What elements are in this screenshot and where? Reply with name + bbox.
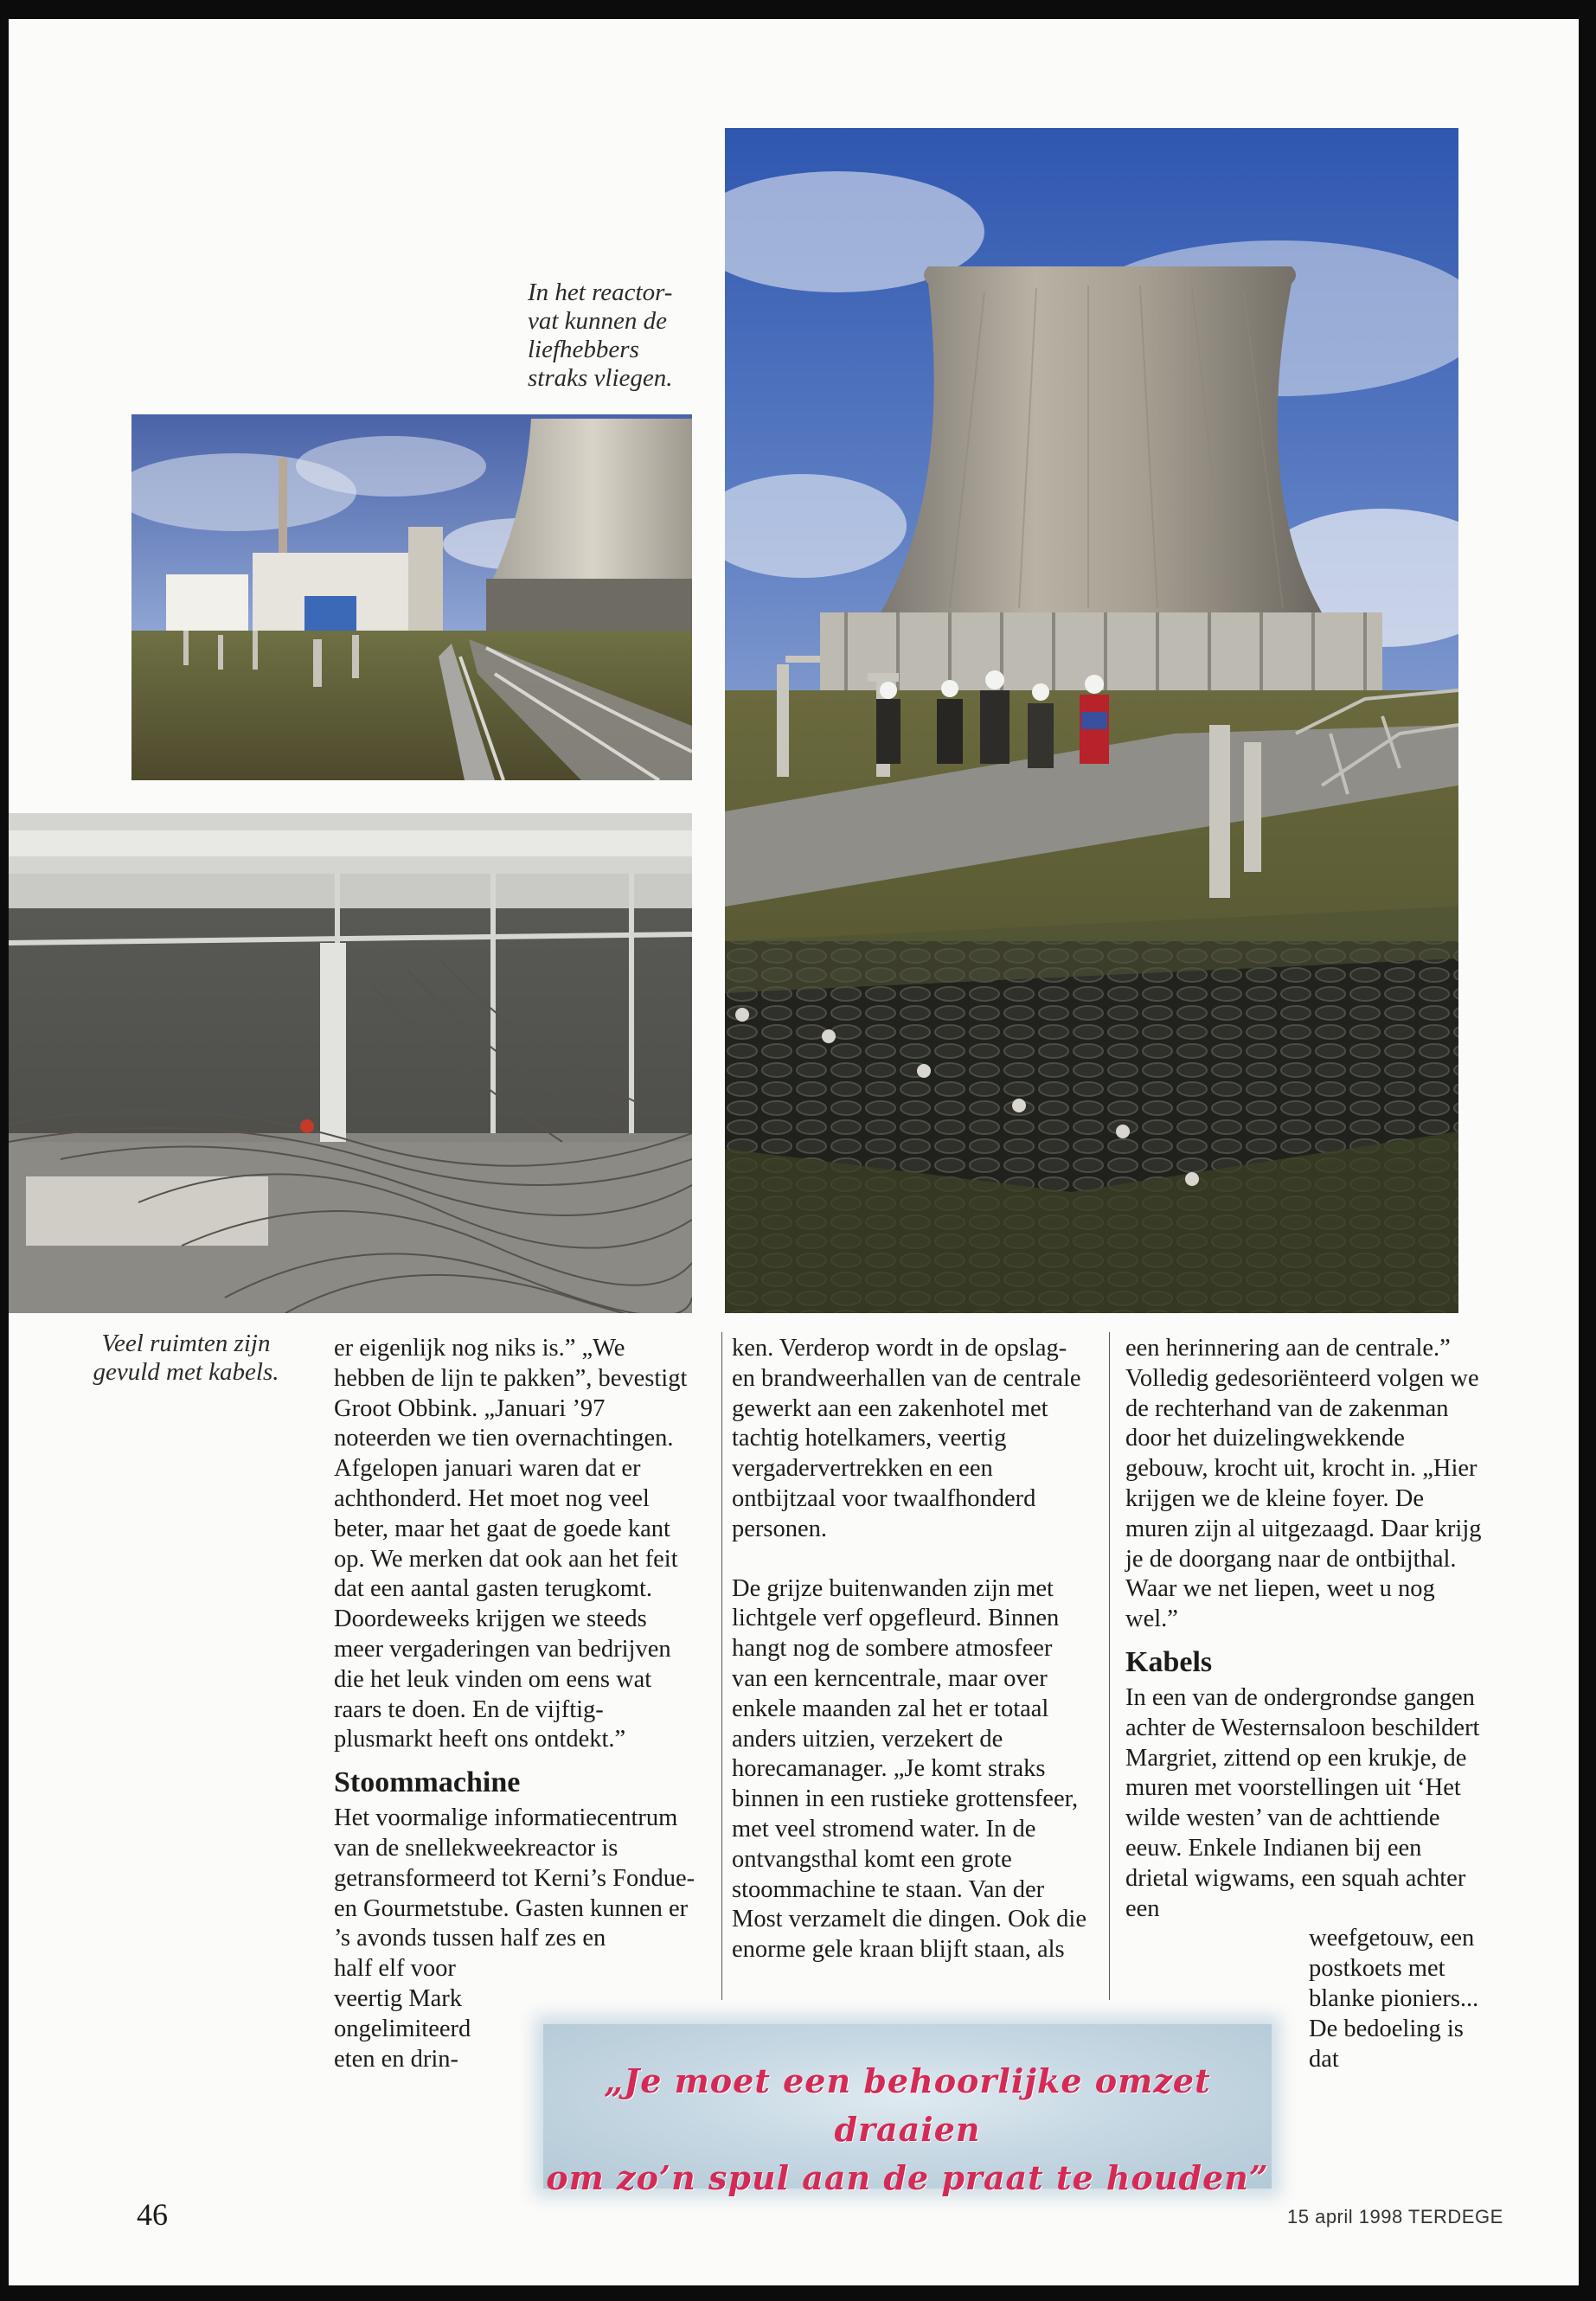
subheading-stoommachine: Stoommachine bbox=[334, 1766, 521, 1799]
column1-paragraph-2: Het voormalige informatiecentrum van de snellekweekreactor is getransformeerd tot Kerni’s Fondue- en Gourmetstube. Gasten kunnen er ’s avonds tussen half zes en bbox=[334, 1804, 695, 1952]
cable-room-image bbox=[9, 813, 692, 1313]
photo-cable-room bbox=[9, 813, 692, 1313]
column3-paragraph-1: een herinnering aan de centrale.” bbox=[1125, 1335, 1451, 1362]
column3-paragraph-3: In een van de ondergrondse gangen achter de Westernsaloon beschildert Margriet, zittend op een krukje, de muren met voorstellingen uit ‘Het wilde westen’ van de achttiende eeuw. Enkele Indianen bij een drietal wigwams, een squah achter een bbox=[1125, 1683, 1480, 1922]
pull-quote bbox=[543, 2024, 1272, 2197]
page-number: 46 bbox=[137, 2197, 168, 2232]
article-column-3 bbox=[1125, 1334, 1482, 2074]
photo-plant-exterior bbox=[131, 414, 692, 780]
column-rule-2 bbox=[1109, 1332, 1110, 2000]
column3-paragraph-2: Volledig gedesoriënteerd volgen we de rechterhand van de zakenman door het duizelingwekkende gebouw, krocht uit, krocht in. „Hier krijgen we de kleine foyer. De muren zijn al uitgezaagd. Daar krijg je de doorgang naar de ontbijthal. Waar we net liepen, weet u nog wel.” bbox=[1125, 1364, 1482, 1633]
plant-exterior-image bbox=[131, 414, 692, 780]
subheading-kabels: Kabels bbox=[1125, 1645, 1213, 1678]
issue-footer: 15 april 1998 TERDEGE bbox=[1287, 2206, 1503, 2227]
column2-paragraph-1: ken. Verderop wordt in de opslag- en brandweerhallen van de centrale gewerkt aan een zakenhotel met tachtig hotelkamers, veertig vergadervertrekken en een ontbijtzaal voor twaalfhonderd personen. bbox=[732, 1335, 1081, 1542]
caption-cables: Veel ruimten zijn gevuld met kabels. bbox=[93, 1330, 279, 1386]
pull-quote-line-2: om zo’n spul aan de praat te houden” bbox=[546, 2158, 1269, 2197]
column3-paragraph-3-wrap: weefgetouw, een postkoets met blanke pioniers... De bedoeling is dat bbox=[1309, 1925, 1479, 2073]
photo-cooling-tower bbox=[725, 128, 1458, 1313]
magazine-page bbox=[9, 19, 1579, 2285]
column2-paragraph-2: De grijze buitenwanden zijn met lichtgele verf opgefleurd. Binnen hangt nog de sombere atmosfeer van een kerncentrale, maar over enkele maanden zal het er totaal anders uitzien, verzekert de horecamanager. „Je komt straks binnen in een rustieke grottensfeer, met veel stromend water. In de ontvangsthal komt een grote stoommachine te staan. Van der Most verzamelt die dingen. Ook die enorme gele kraan blijft staan, als bbox=[732, 1574, 1086, 1964]
pull-quote-line-1: „Je moet een behoorlijke omzet draaien bbox=[604, 2061, 1211, 2149]
caption-reactor: In het reactor-vat kunnen de liefhebbers straks vliegen. bbox=[528, 279, 673, 392]
column1-paragraph-1: er eigenlijk nog niks is.” „We hebben de lijn te pakken”, bevestigt Groot Obbink. „Januari ’97 noteerden we tien overnachtingen. Afgelopen januari waren dat er achthonderd. Het moet nog veel beter, maar het gaat de goede kant op. We merken dat ook aan het feit dat een aantal gasten terugkomt. Doordeweeks krijgen we steeds meer vergaderingen van bedrijven die het leuk vinden om eens wat raars te doen. En de vijftig-plusmarkt heeft ons ontdekt.” bbox=[334, 1335, 688, 1753]
column1-paragraph-2-wrap: half elf voor veertig Mark ongelimiteerd eten en drin- bbox=[334, 1955, 471, 2073]
cooling-tower-image bbox=[725, 128, 1458, 1313]
article-column-2 bbox=[732, 1334, 1093, 1965]
article-column-1 bbox=[334, 1334, 697, 2074]
column-rule-1 bbox=[721, 1332, 722, 2000]
